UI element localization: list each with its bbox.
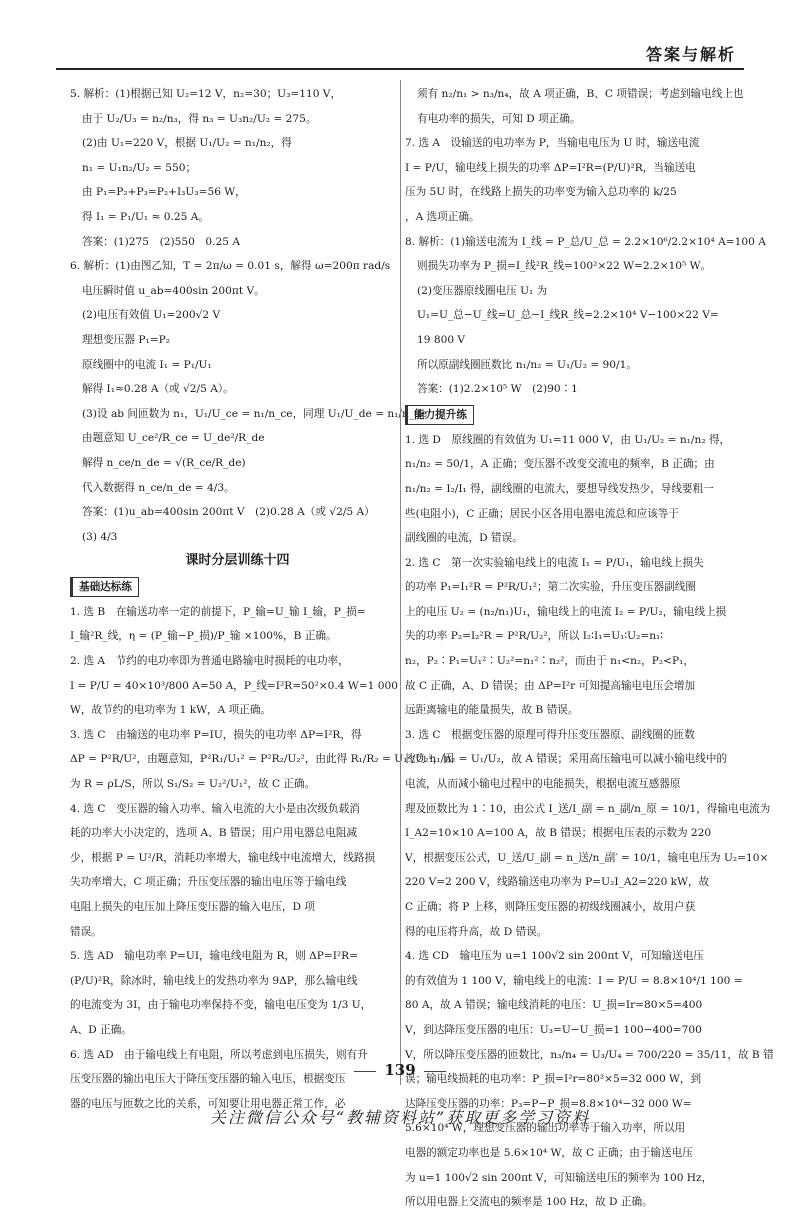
section-heading-row: [70, 574, 405, 600]
answer-line: 失功率增大，C 项正确；升压变压器的输出电压等于输电线: [70, 876, 347, 889]
answer-line: 为 R = ρL/S，所以 S₁/S₂ = U₂²/U₁²，故 C 正确。: [70, 778, 316, 791]
answer-line: 的功率 P₁=I₁²R = P²R/U₁²；第二次实验，升压变压器副线圈: [405, 581, 696, 594]
answer-line: 错误。: [70, 925, 102, 938]
answer-line: 2. 选 C 第一次实验输电线上的电流 I₁ = P/U₁，输电线上损失: [405, 556, 704, 569]
answer-line: I_A2=10×10 A=100 A，故 B 错误；根据电压表的示数为 220: [405, 827, 712, 840]
answer-line: 电流，从而减小输电过程中的电能损失，根据电流互感器原: [405, 778, 681, 791]
answer-line: 误；输电线损耗的电功率：P_损=I²r=80²×5=32 000 W，到: [405, 1073, 702, 1086]
answer-line: I = P/U = 40×10³/800 A=50 A，P_线=I²R=50²×0.4 W=1 000: [70, 679, 398, 692]
answer-line: 5. 选 AD 输电功率 P=UI，输电线电阻为 R，则 ΔP=I²R=: [70, 950, 359, 963]
answer-line: 4. 选 C 变压器的输入功率、输入电流的大小是由次级负载消: [70, 802, 360, 815]
answer-line: 则损失功率为 P_损=I_线²R_线=100²×22 W=2.2×10⁵ W。: [417, 260, 712, 273]
answer-line: n₁/n₂ = 50/1，A 正确；变压器不改变交流电的频率，B 正确；由: [405, 458, 715, 471]
answer-line: 的有效值为 1 100 V，输电线上的电流：I = P/U = 8.8×10⁴/1 100 =: [405, 974, 743, 987]
answer-line: 压变压器的输出电压大于降压变压器的输入电压，根据变压: [70, 1073, 346, 1086]
answer-line: 由题意知 U_ce²/R_ce = U_de²/R_de: [82, 432, 265, 445]
answer-line: 电器的额定功率也是 5.6×10⁴ W，故 C 正确；由于输送电压: [405, 1146, 693, 1159]
footer-promo: 关注微信公众号“教辅资料站”获取更多学习资料: [209, 1108, 591, 1127]
answer-line: 压为 5U 时，在线路上损失的功率变为输入总功率的 k/25: [405, 186, 677, 199]
answer-line: 1. 选 D 原线圈的有效值为 U₁=11 000 V，由 U₁/U₂ = n₁/n₂ 得，: [405, 433, 731, 446]
answer-line: 所以用电器上交流电的频率是 100 Hz，故 D 正确。: [405, 1196, 653, 1209]
answer-line: 2. 选 A 节约的电功率即为普通电路输电时损耗的电功率，: [70, 655, 349, 668]
answer-line: 答案：(1)2.2×10⁵ W (2)90∶1: [417, 383, 578, 396]
answer-line: (2)电压有效值 U₁=200√2 V: [82, 309, 221, 322]
answer-line: 1. 选 B 在输送功率一定的前提下，P_输=U_输 I_输，P_损=: [70, 605, 366, 618]
answer-line: 耗的功率大小决定的，选项 A、B 错误；用户用电器总电阻减: [70, 827, 358, 840]
answer-line: 解得 I₁≈0.28 A（或 √2/5 A）。: [82, 383, 234, 396]
answer-line: 8. 解析：(1)输送电流为 I_线 = P_总/U_总 = 2.2×10⁶/2.2×10⁴ A=100 A: [405, 235, 766, 248]
answer-line: (P/U)²R，除冰时，输电线上的发热功率为 9ΔP，那么输电线: [70, 974, 358, 987]
answer-line: (3) 4/3: [82, 530, 118, 543]
answer-line: 少，根据 P = U²/R，消耗功率增大，输电线中电流增大，线路损: [70, 851, 376, 864]
answer-line: 3. 选 C 由输送的电功率 P=IU，损失的电功率 ΔP=I²R，得: [70, 728, 362, 741]
answer-line: 有电功率的损失，可知 D 项正确。: [417, 112, 581, 125]
answer-line: 远距离输电的能量损失，故 B 错误。: [405, 704, 579, 717]
answer-line: U₁=U_总−U_线=U_总−I_线R_线=2.2×10⁴ V−100×22 V=: [417, 309, 719, 322]
answer-line: 答案：(1)275 (2)550 0.25 A: [82, 235, 241, 248]
answer-line: n₂，P₂∶P₁=U₁²∶U₂²=n₁²∶n₂²，而由于 n₁<n₂，P₂<P₁，: [405, 655, 694, 668]
header-rule: [56, 68, 744, 70]
answer-line: 19 800 V: [417, 333, 466, 346]
header-title: 答案与解析: [645, 45, 736, 64]
answer-line: 代入数据得 n_ce/n_de = 4/3。: [82, 481, 235, 494]
answer-line: 由 P₁=P₂+P₃=P₂+I₃U₃=56 W，: [82, 186, 246, 199]
answer-line: 解得 n_ce/n_de = √(R_ce/R_de): [82, 456, 246, 469]
right-column: [405, 82, 774, 1215]
answer-line: 达降压变压器的功率：P₃=P−P_损=8.8×10⁴−32 000 W=: [405, 1097, 692, 1110]
answer-line: 上的电压 U₂ = (n₂/n₁)U₁，输电线上的电流 I₂ = P/U₂，输电线上损: [405, 605, 727, 618]
answer-line: I = P/U，输电线上损失的功率 ΔP=I²R=(P/U)²R，当输送电: [405, 161, 696, 174]
answer-line: A、D 正确。: [70, 1023, 132, 1036]
answer-line: ，A 选项正确。: [405, 210, 480, 223]
answer-line: n₁ = U₁n₂/U₂ = 550；: [82, 161, 197, 174]
answer-line: 些(电阻小)，C 正确；居民小区各用电器电流总和应该等于: [405, 507, 679, 520]
answer-line: 5. 解析：(1)根据已知 U₂=12 V，n₂=30；U₃=110 V，: [70, 88, 342, 100]
answer-line: 答案：(1)u_ab=400sin 200πt V (2)0.28 A（或 √2/5 A）: [82, 506, 375, 519]
answer-line: 副线圈的电流，D 错误。: [405, 532, 523, 545]
answer-line: 理想变压器 P₁=P₂: [82, 333, 170, 346]
answer-line: 6. 解析：(1)由图乙知，T = 2π/ω = 0.01 s，解得 ω=200π rad/s: [70, 260, 391, 273]
answer-line: 须有 n₂/n₁ > n₃/n₄，故 A 项正确，B、C 项错误；考虑到输电线上也: [417, 88, 744, 100]
answer-line: 所以原副线圈匝数比 n₁/n₂ = U₁/U₂ = 90/1。: [417, 358, 637, 371]
answer-line: 得 I₁ = P₁/U₁ ≈ 0.25 A。: [82, 210, 209, 223]
section-heading-row: [405, 402, 740, 428]
answer-line: V，到达降压变压器的电压：U₃=U−U_损=1 100−400=700: [405, 1023, 702, 1036]
answer-line: 3. 选 C 根据变压器的原理可得升压变压器原、副线圈的匝数: [405, 728, 695, 741]
answer-line: 为 u=1 100√2 sin 200πt V，可知输送电压的频率为 100 Hz，: [405, 1171, 713, 1184]
answer-line: 80 A，故 A 错误；输电线消耗的电压：U_损=Ir=80×5=400: [405, 999, 703, 1012]
answer-line: W，故节约的电功率为 1 kW，A 项正确。: [70, 704, 272, 717]
answer-line: (2)由 U₁=220 V，根据 U₁/U₂ = n₁/n₂，得: [82, 137, 292, 150]
answer-line: 得的电压将升高，故 D 错误。: [405, 925, 548, 938]
column-divider: [400, 80, 401, 1085]
answer-line: C 正确；将 P 上移，则降压变压器的初级线圈减小，故用户获: [405, 901, 696, 913]
answer-line: 由于 U₂/U₃ = n₂/n₃，得 n₃ = U₃n₂/U₂ = 275。: [82, 112, 317, 125]
answer-line: 理及匝数比为 1∶10，由公式 I_送/I_副 = n_副/n_原 = 10/1，得输电电流为: [405, 802, 771, 815]
answer-line: (3)设 ab 间匝数为 n₁，U₁/U_ce = n₁/n_ce，同理 U₁/U_de = n₁/n_de: [82, 407, 428, 420]
section-heading: 能力提升练: [405, 405, 474, 425]
answer-line: V，根据变压公式，U_送/U_副 = n_送/n_副′ = 10/1，输电电压为 U₂=10×: [405, 851, 769, 864]
answer-line: 电阻上损失的电压加上降压变压器的输入电压，D 项: [70, 901, 315, 913]
answer-line: 比为 n₁/n₂ = U₁/U₂，故 A 错误；采用高压输电可以减小输电线中的: [405, 753, 728, 766]
answer-line: 220 V=2 200 V，线路输送电功率为 P=U₂I_A2=220 kW，故: [405, 876, 710, 889]
answer-line: 原线圈中的电流 I₁ = P₁/U₁: [82, 358, 212, 371]
chapter-title: 课时分层训练十四: [185, 553, 290, 569]
answer-line: I_输²R_线，η = (P_输−P_损)/P_输 ×100%，B 正确。: [70, 630, 337, 643]
answer-line: 7. 选 A 设输送的电功率为 P，当输电电压为 U 时，输送电流: [405, 137, 700, 150]
answer-line: 电压瞬时值 u_ab=400sin 200πt V。: [82, 284, 265, 297]
answer-line: (2)变压器原线圈电压 U₁ 为: [417, 284, 548, 297]
answer-line: 6. 选 AD 由于输电线上有电阻，所以考虑到电压损失，则有升: [70, 1048, 368, 1061]
answer-line: 的电流变为 3I，由于输电功率保持不变，输电电压变为 1/3 U，: [70, 999, 372, 1012]
answer-line: V，所以降压变压器的匝数比，n₃/n₄ = U₃/U₄ = 700/220 = 35/11，故 B 错: [405, 1048, 774, 1061]
answer-line: 故 C 正确，A、D 错误；由 ΔP=I²r 可知提高输电电压会增加: [405, 679, 696, 692]
answer-line: 5.6×10⁴ W，理想变压器的输出功率等于输入功率，所以用: [405, 1122, 686, 1135]
section-heading: 基础达标练: [70, 577, 139, 597]
answer-line: 4. 选 CD 输电压为 u=1 100√2 sin 200πt V，可知输送电压: [405, 950, 704, 963]
answer-line: 器的电压与匝数之比的关系，可知要让用电器正常工作，必: [70, 1097, 346, 1110]
answer-line: ΔP = P²R/U²，由题意知，P²R₁/U₁² = P²R₂/U₂²，由此得 R₁/R₂ = U₁²/U₂²，因: [70, 753, 454, 766]
answer-line: n₁/n₂ = I₂/I₁ 得，副线圈的电流大，要想导线发热少，导线要粗一: [405, 482, 714, 495]
page-number: 139: [0, 1061, 800, 1079]
answer-line: 失的功率 P₂=I₂²R = P²R/U₂²，所以 I₂∶I₁=U₁∶U₂=n₁∶: [405, 630, 664, 643]
